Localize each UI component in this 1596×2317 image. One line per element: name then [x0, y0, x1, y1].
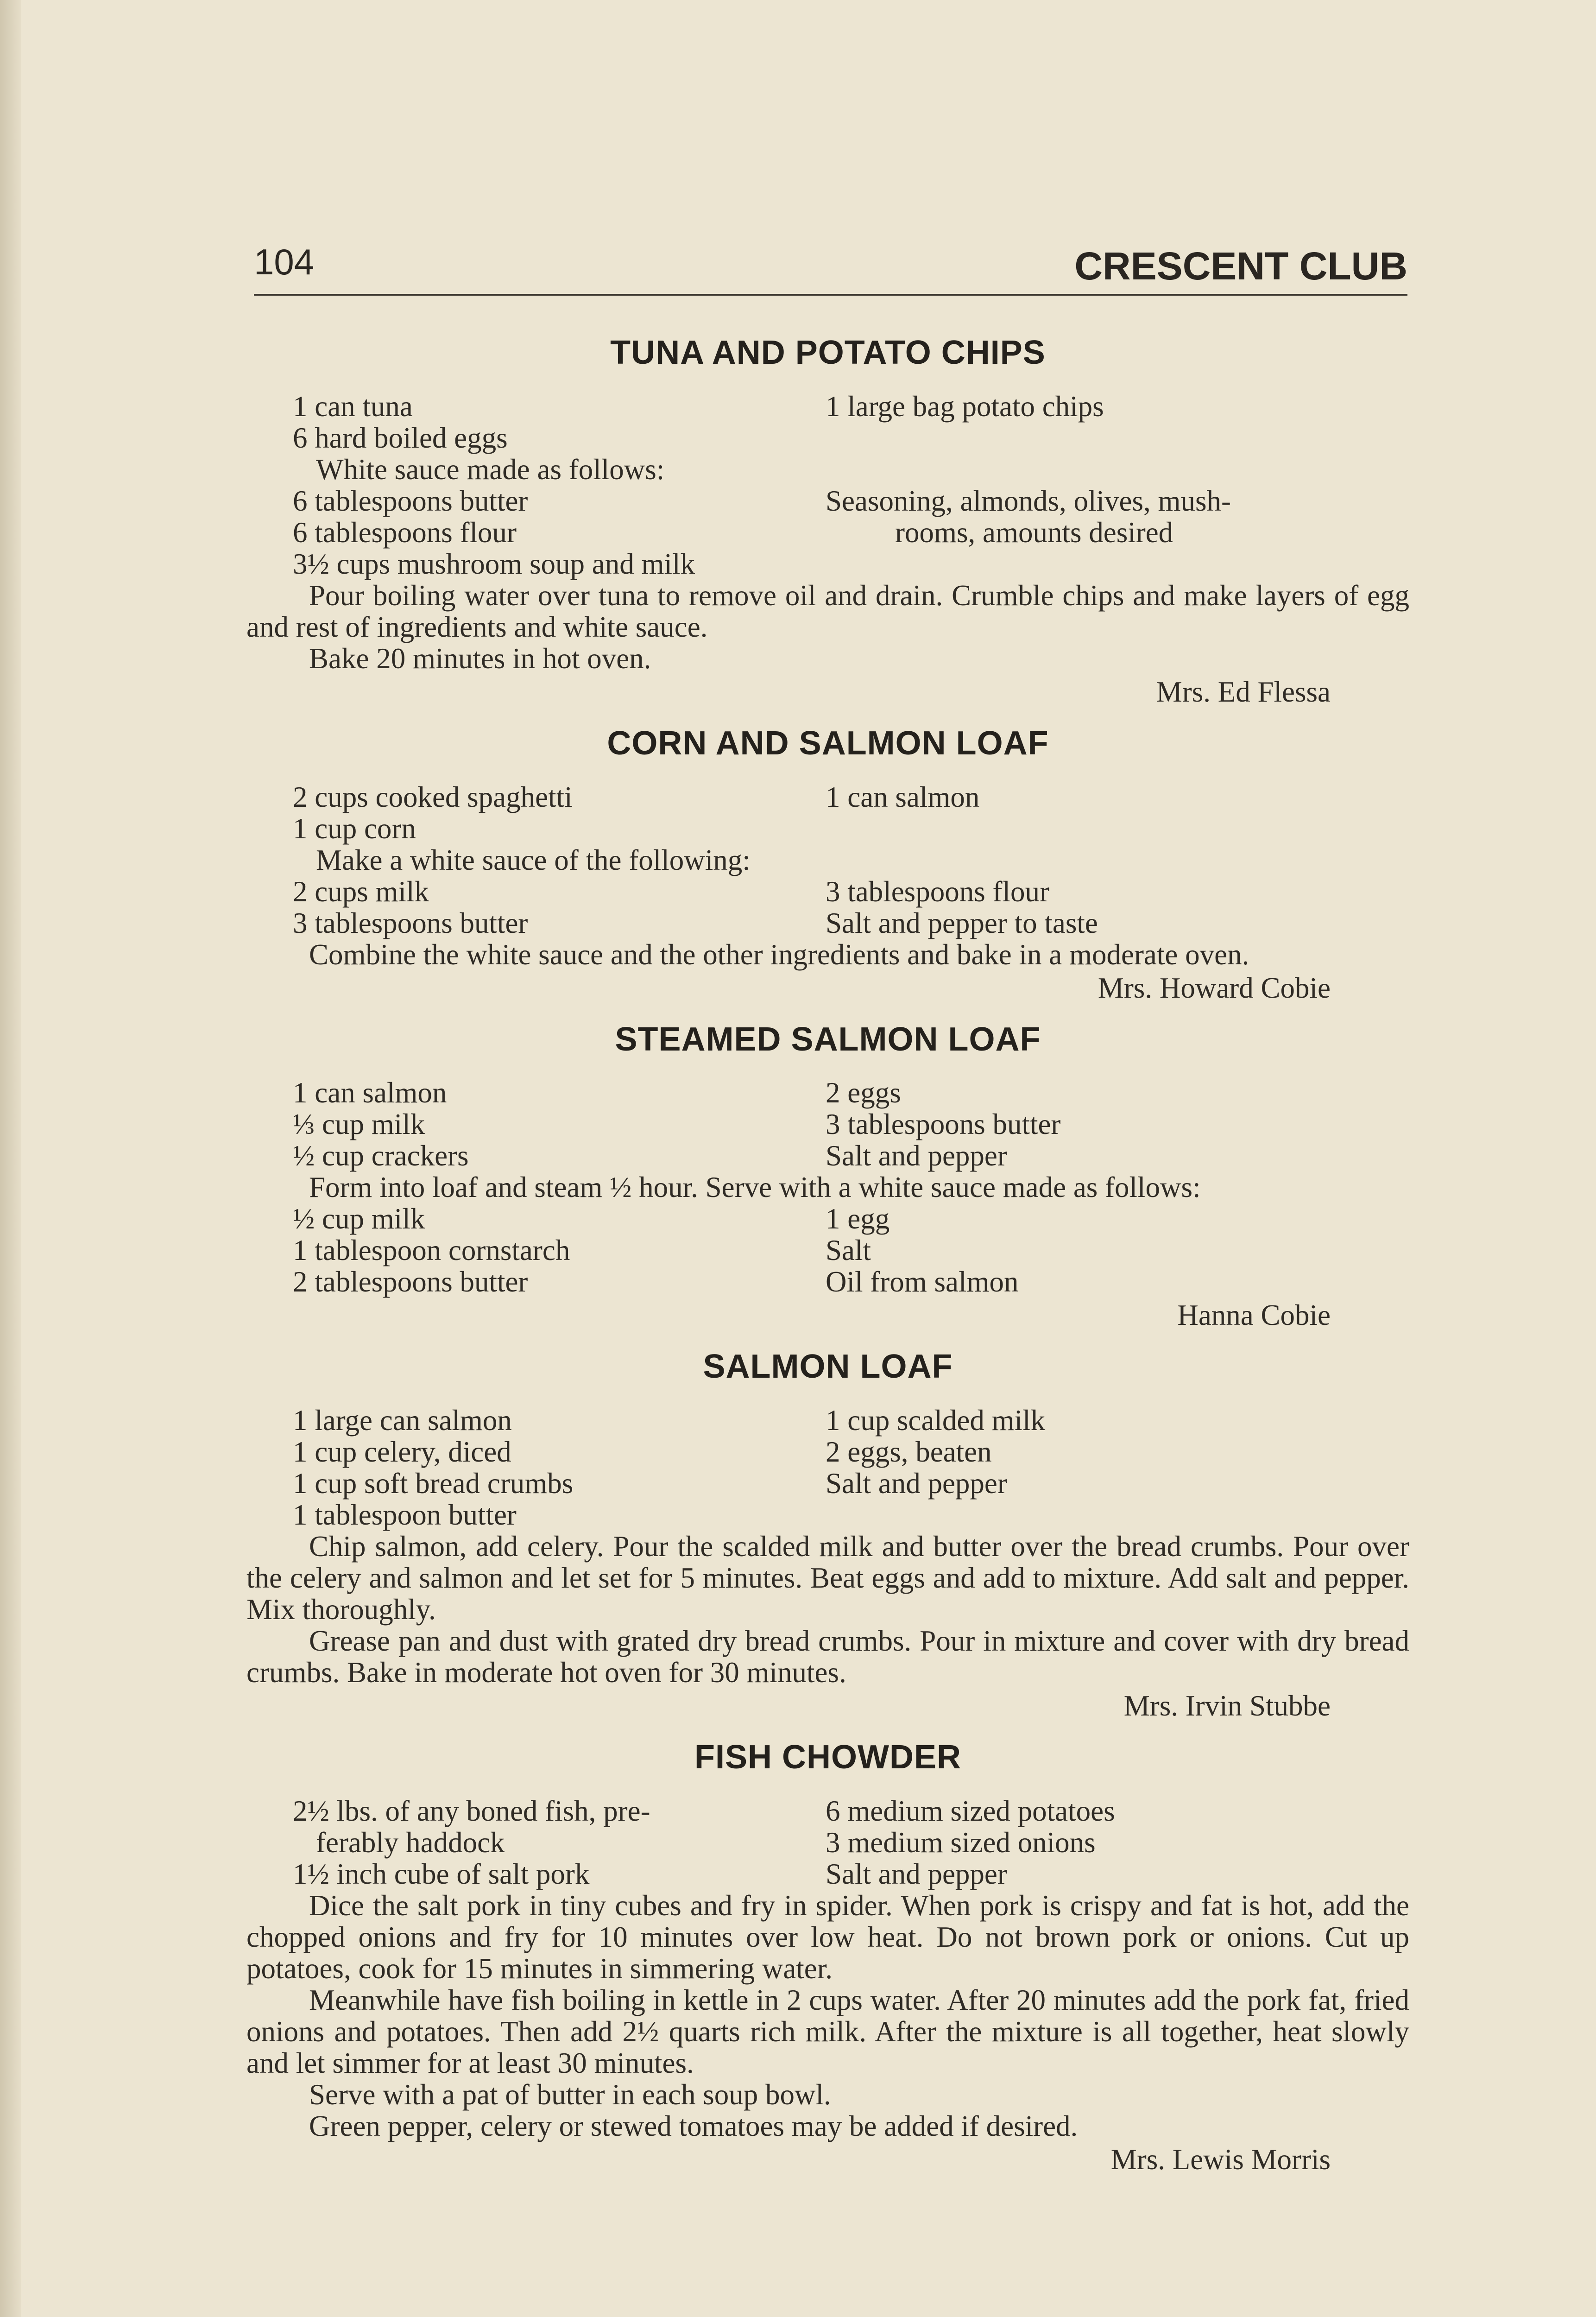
running-title: CRESCENT CLUB [1074, 244, 1407, 288]
ingredient: 2 cups milk [293, 875, 429, 908]
ingredient: 3 medium sized onions [826, 1826, 1096, 1859]
recipe-content [246, 320, 1409, 2175]
ingredient: 2 tablespoons butter [293, 1266, 528, 1298]
page-edge [0, 0, 21, 2317]
ingredient: 1 cup corn [293, 812, 416, 845]
ingredient: 1½ inch cube of salt pork [293, 1857, 590, 1890]
ingredient: 6 tablespoons flour [293, 516, 517, 549]
recipe-author: Mrs. Ed Flessa [1156, 675, 1331, 708]
instruction: Bake 20 minutes in hot oven. [309, 642, 651, 675]
ingredient: 3 tablespoons butter [293, 906, 528, 939]
instruction: Serve with a pat of butter in each soup bowl. [309, 2078, 831, 2111]
ingredient: Salt and pepper [826, 1140, 1007, 1172]
ingredient: Oil from salmon [826, 1266, 1019, 1298]
recipe-corn-salmon-loaf [246, 724, 1409, 1004]
ingredient: 2 cups cooked spaghetti [293, 780, 573, 813]
instruction: Combine the white sauce and the other ingredients and bake in a moderate oven. [309, 938, 1249, 971]
recipe-title: FISH CHOWDER [694, 1739, 961, 1776]
ingredient: Seasoning, almonds, olives, mush- [826, 484, 1231, 517]
ingredient: 1 cup scalded milk [826, 1404, 1046, 1437]
ingredient: 3½ cups mushroom soup and milk [293, 547, 695, 580]
ingredient: ½ cup milk [293, 1203, 425, 1235]
ingredient: 1 egg [826, 1203, 890, 1235]
instruction: Grease pan and dust with grated dry bread crumbs. Pour in mixture and cover with dry bread crumbs. Bake in moderate hot oven for 30 minutes. [246, 1625, 1409, 1689]
instruction: Chip salmon, add celery. Pour the scalded milk and butter over the bread crumbs. Pour over the celery and salmon and let set for 5 minutes. Beat eggs and add to mixture. Add salt and pepper. Mix thoroughly. [246, 1530, 1409, 1626]
ingredient: 2 eggs, beaten [826, 1436, 992, 1469]
ingredient: 6 medium sized potatoes [826, 1794, 1115, 1827]
recipe-steamed-salmon-loaf [246, 1020, 1409, 1331]
sauce-note: White sauce made as follows: [316, 453, 665, 486]
page-number: 104 [254, 241, 315, 282]
ingredient: 6 tablespoons butter [293, 484, 528, 517]
ingredient-list [246, 391, 1409, 580]
ingredient-list [246, 1405, 1409, 1531]
ingredient: 1 tablespoon butter [293, 1499, 517, 1532]
ingredient: Salt and pepper to taste [826, 906, 1098, 939]
recipe-author: Hanna Cobie [1177, 1299, 1331, 1332]
recipe-fish-chowder [246, 1738, 1409, 2175]
ingredient-list [246, 1795, 1409, 1890]
instruction: Green pepper, celery or stewed tomatoes may be added if desired. [309, 2109, 1078, 2142]
header-rule [254, 294, 1407, 296]
ingredient: 1 can salmon [826, 780, 980, 813]
sauce-note: Make a white sauce of the following: [316, 843, 751, 876]
ingredient: 1 large can salmon [293, 1404, 512, 1437]
ingredient: 1 can salmon [293, 1076, 447, 1109]
ingredient [826, 813, 1409, 844]
recipe-title: STEAMED SALMON LOAF [615, 1020, 1041, 1058]
recipe-title: CORN AND SALMON LOAF [607, 724, 1049, 762]
ingredient: 1 cup soft bread crumbs [293, 1467, 574, 1500]
ingredient [826, 548, 1409, 580]
page-header [254, 241, 1407, 297]
ingredient: ⅓ cup milk [293, 1108, 425, 1141]
ingredient [826, 422, 1409, 454]
recipe-author: Mrs. Howard Cobie [1098, 971, 1331, 1004]
ingredient: Salt and pepper [826, 1857, 1007, 1890]
ingredient: 3 tablespoons butter [826, 1108, 1061, 1141]
instruction: Dice the salt pork in tiny cubes and fry in spider. When pork is crispy and fat is hot, add the chopped onions and fry for 10 minutes over low heat. Do not brown pork or onions. Cut up potatoes, cook for 15 minutes in simmering water. [246, 1889, 1409, 1985]
ingredient: Salt [826, 1234, 871, 1267]
ingredient: 3 tablespoons flour [826, 875, 1049, 908]
ingredient [826, 1499, 1409, 1531]
ingredient: 1 cup celery, diced [293, 1436, 511, 1469]
ingredient: Salt and pepper [826, 1467, 1007, 1500]
recipe-title: SALMON LOAF [703, 1348, 953, 1386]
ingredient: 1 can tuna [293, 390, 413, 423]
ingredient: 2½ lbs. of any boned fish, pre- [293, 1794, 650, 1827]
ingredient: ferably haddock [316, 1826, 505, 1859]
instruction: Meanwhile have fish boiling in kettle in 2 cups water. After 20 minutes add the pork fat, fried onions and potatoes. Then add 2½ quarts rich milk. After the mixture is all together, heat slowly and let simmer for at least 30 minutes. [246, 1983, 1409, 2079]
recipe-author: Mrs. Irvin Stubbe [1123, 1690, 1331, 1722]
recipe-author: Mrs. Lewis Morris [1110, 2143, 1331, 2176]
ingredient-list [246, 781, 1409, 939]
ingredient: 2 eggs [826, 1076, 901, 1109]
instruction: Form into loaf and steam ½ hour. Serve with a white sauce made as follows: [309, 1171, 1201, 1204]
ingredient: ½ cup crackers [293, 1140, 469, 1172]
sauce-ingredient-list [246, 1203, 1409, 1298]
ingredient: 1 tablespoon cornstarch [293, 1234, 570, 1267]
ingredient: 6 hard boiled eggs [293, 421, 508, 454]
ingredient: rooms, amounts desired [895, 516, 1173, 549]
recipe-tuna-potato-chips [246, 334, 1409, 708]
ingredient: 1 large bag potato chips [826, 390, 1104, 423]
ingredient-list [246, 1077, 1409, 1171]
instruction: Pour boiling water over tuna to remove oil and drain. Crumble chips and make layers of egg and rest of ingredients and white sauce. [246, 579, 1409, 643]
recipe-salmon-loaf [246, 1348, 1409, 1722]
recipe-title: TUNA AND POTATO CHIPS [610, 334, 1046, 371]
